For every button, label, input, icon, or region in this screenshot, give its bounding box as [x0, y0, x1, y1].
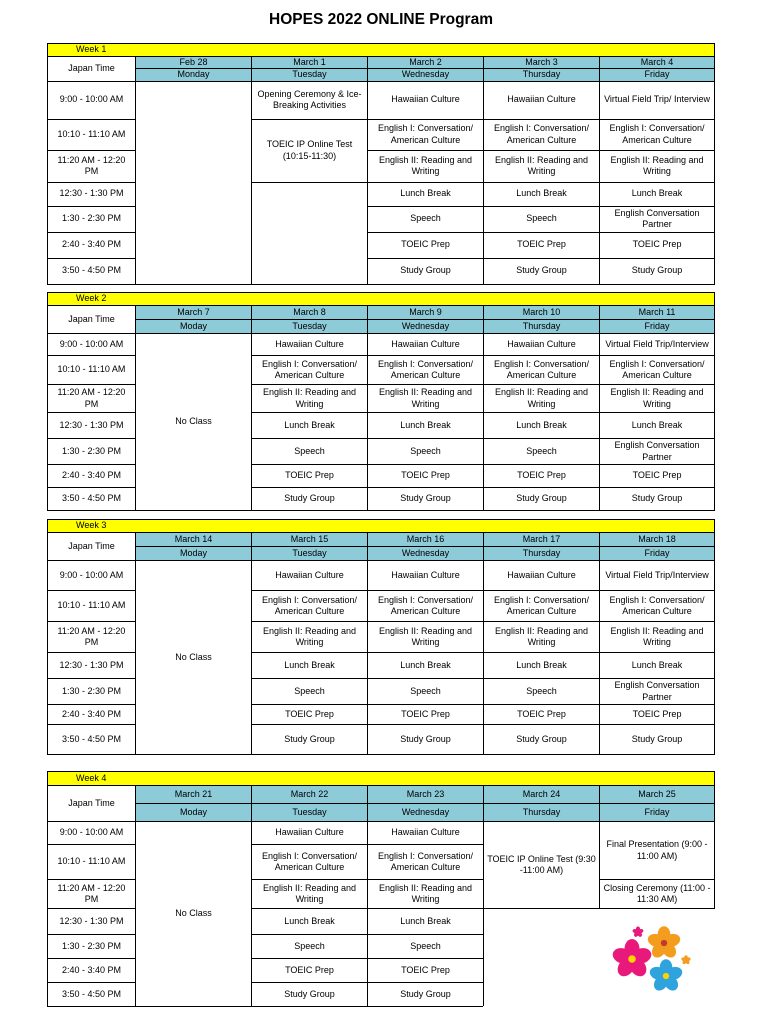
date-header: March 17: [484, 533, 600, 547]
schedule-cell: English Conversation Partner: [600, 439, 715, 465]
schedule-cell: English I: Conversation/ American Culture: [252, 591, 368, 622]
schedule-cell: English I: Conversation/ American Culture: [600, 356, 715, 385]
day-header: Thursday: [484, 804, 600, 822]
schedule-cell: TOEIC Prep: [368, 959, 484, 983]
schedule-cell: Study Group: [252, 488, 368, 511]
time-cell: 2:40 - 3:40 PM: [48, 959, 136, 983]
schedule-cell: Study Group: [368, 488, 484, 511]
schedule-cell: English II: Reading and Writing: [600, 622, 715, 653]
schedule-cell: English I: Conversation/ American Culture: [252, 845, 368, 880]
day-header: Monday: [136, 69, 252, 81]
day-header: Tuesday: [252, 320, 368, 334]
date-header: March 4: [600, 57, 715, 69]
schedule-cell: Speech: [484, 679, 600, 705]
schedule-cell: Lunch Break: [600, 413, 715, 439]
week-1-table: [47, 43, 715, 285]
time-cell: 11:20 AM - 12:20 PM: [48, 385, 136, 413]
time-cell: 10:10 - 11:10 AM: [48, 845, 136, 880]
date-header: March 7: [136, 306, 252, 320]
day-header: Tuesday: [252, 547, 368, 561]
day-header: Moday: [136, 547, 252, 561]
schedule-cell: Study Group: [600, 725, 715, 755]
date-header: March 10: [484, 306, 600, 320]
time-cell: 10:10 - 11:10 AM: [48, 119, 136, 150]
week-label: Week 1: [48, 44, 715, 57]
japan-time-header: Japan Time: [48, 306, 136, 334]
schedule-cell: Study Group: [368, 258, 484, 284]
schedule-cell: TOEIC Prep: [600, 465, 715, 488]
schedule-cell: TOEIC Prep: [252, 959, 368, 983]
schedule-cell: Lunch Break: [368, 182, 484, 206]
schedule-cell: TOEIC Prep: [484, 232, 600, 258]
schedule-cell: Lunch Break: [484, 653, 600, 679]
schedule-cell: TOEIC Prep: [252, 705, 368, 725]
date-header: March 21: [136, 786, 252, 804]
time-cell: 1:30 - 2:30 PM: [48, 206, 136, 232]
time-cell: 12:30 - 1:30 PM: [48, 909, 136, 935]
schedule-cell: Hawaiian Culture: [252, 334, 368, 356]
schedule-cell: Virtual Field Trip/Interview: [600, 561, 715, 591]
schedule-cell: Study Group: [600, 488, 715, 511]
schedule-cell: Lunch Break: [368, 653, 484, 679]
schedule-cell: Study Group: [484, 488, 600, 511]
japan-time-header: Japan Time: [48, 786, 136, 822]
schedule-cell: Study Group: [600, 258, 715, 284]
schedule-cell: English II: Reading and Writing: [484, 622, 600, 653]
schedule-cell: English II: Reading and Writing: [368, 385, 484, 413]
no-class-cell: No Class: [136, 334, 252, 511]
schedule-cell: Speech: [484, 206, 600, 232]
time-cell: 3:50 - 4:50 PM: [48, 725, 136, 755]
time-cell: 1:30 - 2:30 PM: [48, 679, 136, 705]
schedule-cell: Hawaiian Culture: [484, 81, 600, 119]
schedule-cell: Speech: [368, 679, 484, 705]
time-cell: 11:20 AM - 12:20 PM: [48, 622, 136, 653]
schedule-cell: English II: Reading and Writing: [484, 150, 600, 182]
day-header: Thursday: [484, 320, 600, 334]
day-header: Friday: [600, 69, 715, 81]
time-cell: 1:30 - 2:30 PM: [48, 935, 136, 959]
schedule-cell: Speech: [368, 935, 484, 959]
toeic-ip-cell: TOEIC IP Online Test (10:15-11:30): [252, 119, 368, 182]
schedule-cell: Speech: [368, 439, 484, 465]
date-header: March 18: [600, 533, 715, 547]
time-cell: 1:30 - 2:30 PM: [48, 439, 136, 465]
empty-cell: [252, 182, 368, 284]
schedule-cell: English Conversation Partner: [600, 206, 715, 232]
schedule-cell: Study Group: [252, 983, 368, 1007]
schedule-cell: Study Group: [484, 725, 600, 755]
schedule-cell: English II: Reading and Writing: [600, 150, 715, 182]
schedule-cell: TOEIC Prep: [600, 705, 715, 725]
schedule-cell: TOEIC Prep: [252, 465, 368, 488]
day-header: Moday: [136, 804, 252, 822]
schedule-cell: Lunch Break: [252, 653, 368, 679]
schedule-cell: English I: Conversation/ American Culture: [368, 119, 484, 150]
schedule-cell: English II: Reading and Writing: [368, 622, 484, 653]
day-header: Wednesday: [368, 320, 484, 334]
schedule-cell: English I: Conversation/ American Culture: [484, 356, 600, 385]
time-cell: 2:40 - 3:40 PM: [48, 465, 136, 488]
no-class-cell: No Class: [136, 561, 252, 755]
time-cell: 12:30 - 1:30 PM: [48, 653, 136, 679]
time-cell: 3:50 - 4:50 PM: [48, 258, 136, 284]
day-header: Tuesday: [252, 804, 368, 822]
schedule-cell: English II: Reading and Writing: [600, 385, 715, 413]
date-header: March 24: [484, 786, 600, 804]
week-label: Week 2: [48, 293, 715, 306]
schedule-cell: TOEIC Prep: [600, 232, 715, 258]
day-header: Friday: [600, 804, 715, 822]
schedule-cell: English I: Conversation/ American Culture: [600, 591, 715, 622]
schedule-cell: Virtual Field Trip/ Interview: [600, 81, 715, 119]
date-header: March 3: [484, 57, 600, 69]
day-header: Wednesday: [368, 69, 484, 81]
week-3-table: [47, 519, 715, 755]
opening-ceremony-cell: Opening Ceremony & Ice-Breaking Activities: [252, 81, 368, 119]
week-2-table: [47, 292, 715, 511]
japan-time-header: Japan Time: [48, 533, 136, 561]
time-cell: 12:30 - 1:30 PM: [48, 182, 136, 206]
schedule-cell: English II: Reading and Writing: [252, 622, 368, 653]
japan-time-header: Japan Time: [48, 57, 136, 82]
closing-ceremony-cell: Closing Ceremony (11:00 - 11:30 AM): [600, 880, 715, 909]
schedule-cell: TOEIC Prep: [368, 465, 484, 488]
time-cell: 3:50 - 4:50 PM: [48, 488, 136, 511]
week-label: Week 4: [48, 772, 715, 786]
time-cell: 2:40 - 3:40 PM: [48, 705, 136, 725]
schedule-cell: Lunch Break: [484, 182, 600, 206]
schedule-cell: Study Group: [252, 725, 368, 755]
day-header: Moday: [136, 320, 252, 334]
date-header: March 15: [252, 533, 368, 547]
week-label: Week 3: [48, 520, 715, 533]
time-cell: 9:00 - 10:00 AM: [48, 822, 136, 845]
time-cell: 11:20 AM - 12:20 PM: [48, 880, 136, 909]
hibiscus-flowers-icon: [610, 926, 692, 998]
schedule-cell: Hawaiian Culture: [484, 334, 600, 356]
day-header: Thursday: [484, 69, 600, 81]
day-header: Thursday: [484, 547, 600, 561]
time-cell: 10:10 - 11:10 AM: [48, 591, 136, 622]
date-header: March 23: [368, 786, 484, 804]
day-header: Friday: [600, 320, 715, 334]
schedule-cell: Study Group: [368, 983, 484, 1007]
schedule-cell: Study Group: [484, 258, 600, 284]
page-title: HOPES 2022 ONLINE Program: [269, 11, 493, 28]
time-cell: 11:20 AM - 12:20 PM: [48, 150, 136, 182]
schedule-cell: Speech: [252, 679, 368, 705]
schedule-cell: English II: Reading and Writing: [252, 880, 368, 909]
schedule-cell: Speech: [484, 439, 600, 465]
schedule-cell: Lunch Break: [368, 909, 484, 935]
day-header: Tuesday: [252, 69, 368, 81]
schedule-cell: English II: Reading and Writing: [368, 150, 484, 182]
schedule-cell: Lunch Break: [252, 413, 368, 439]
time-cell: 2:40 - 3:40 PM: [48, 232, 136, 258]
schedule-cell: Speech: [252, 439, 368, 465]
date-header: March 14: [136, 533, 252, 547]
schedule-cell: Hawaiian Culture: [368, 81, 484, 119]
schedule-cell: English I: Conversation/ American Culture: [484, 119, 600, 150]
toeic-ip-cell: TOEIC IP Online Test (9:30 -11:00 AM): [484, 822, 600, 909]
schedule-cell: Hawaiian Culture: [252, 561, 368, 591]
schedule-cell: Hawaiian Culture: [368, 822, 484, 845]
schedule-cell: TOEIC Prep: [368, 705, 484, 725]
schedule-cell: Lunch Break: [484, 413, 600, 439]
no-class-cell: No Class: [136, 822, 252, 1007]
schedule-cell: Lunch Break: [600, 653, 715, 679]
schedule-cell: TOEIC Prep: [368, 232, 484, 258]
schedule-cell: Virtual Field Trip/Interview: [600, 334, 715, 356]
schedule-cell: Lunch Break: [252, 909, 368, 935]
schedule-cell: English I: Conversation/ American Culture: [368, 845, 484, 880]
schedule-cell: English II: Reading and Writing: [368, 880, 484, 909]
time-cell: 10:10 - 11:10 AM: [48, 356, 136, 385]
date-header: March 11: [600, 306, 715, 320]
schedule-cell: Hawaiian Culture: [368, 334, 484, 356]
date-header: March 22: [252, 786, 368, 804]
schedule-cell: TOEIC Prep: [484, 705, 600, 725]
schedule-cell: Hawaiian Culture: [252, 822, 368, 845]
final-presentation-cell: Final Presentation (9:00 - 11:00 AM): [600, 822, 715, 880]
schedule-cell: Hawaiian Culture: [484, 561, 600, 591]
time-cell: 3:50 - 4:50 PM: [48, 983, 136, 1007]
date-header: March 16: [368, 533, 484, 547]
date-header: Feb 28: [136, 57, 252, 69]
date-header: March 2: [368, 57, 484, 69]
time-cell: 12:30 - 1:30 PM: [48, 413, 136, 439]
schedule-cell: Hawaiian Culture: [368, 561, 484, 591]
day-header: Wednesday: [368, 804, 484, 822]
schedule-cell: English I: Conversation/ American Culture: [600, 119, 715, 150]
schedule-cell: English II: Reading and Writing: [252, 385, 368, 413]
date-header: March 25: [600, 786, 715, 804]
schedule-cell: English I: Conversation/ American Culture: [484, 591, 600, 622]
time-cell: 9:00 - 10:00 AM: [48, 561, 136, 591]
schedule-cell: Study Group: [368, 725, 484, 755]
schedule-cell: English I: Conversation/ American Culture: [252, 356, 368, 385]
schedule-cell: Speech: [252, 935, 368, 959]
empty-cell: [136, 81, 252, 284]
schedule-cell: English I: Conversation/ American Culture: [368, 591, 484, 622]
time-cell: 9:00 - 10:00 AM: [48, 81, 136, 119]
day-header: Friday: [600, 547, 715, 561]
schedule-cell: Lunch Break: [368, 413, 484, 439]
date-header: March 1: [252, 57, 368, 69]
schedule-cell: English II: Reading and Writing: [484, 385, 600, 413]
schedule-cell: English I: Conversation/ American Culture: [368, 356, 484, 385]
date-header: March 9: [368, 306, 484, 320]
schedule-cell: English Conversation Partner: [600, 679, 715, 705]
time-cell: 9:00 - 10:00 AM: [48, 334, 136, 356]
day-header: Wednesday: [368, 547, 484, 561]
schedule-cell: TOEIC Prep: [484, 465, 600, 488]
schedule-cell: Lunch Break: [600, 182, 715, 206]
schedule-cell: Speech: [368, 206, 484, 232]
date-header: March 8: [252, 306, 368, 320]
